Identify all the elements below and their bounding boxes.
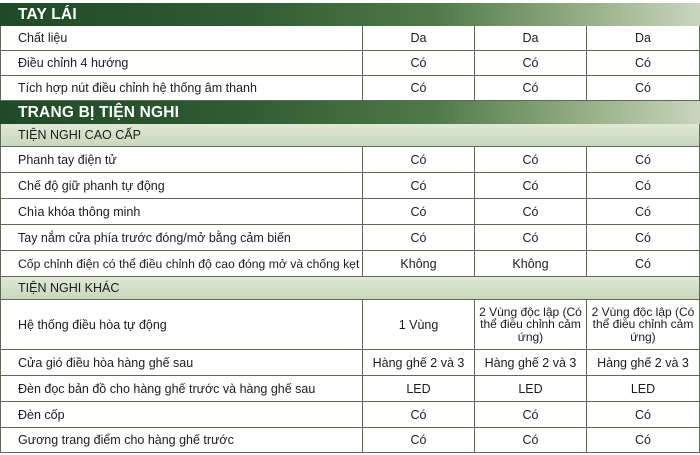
row-value: LED	[587, 376, 700, 402]
row-value: Hàng ghế 2 và 3	[475, 350, 587, 376]
row-value: LED	[475, 376, 587, 402]
row-value: Có	[587, 76, 700, 101]
row-value: Có	[475, 225, 587, 251]
table-row	[0, 350, 700, 376]
row-value: Có	[363, 402, 475, 428]
row-label: Chìa khóa thông minh	[0, 199, 363, 225]
row-value: Có	[587, 428, 700, 453]
row-label: Gương trang điểm cho hàng ghế trước	[0, 428, 363, 453]
row-value: Có	[363, 199, 475, 225]
row-label: Tích hợp nút điều chỉnh hệ thống âm thanh	[0, 76, 363, 101]
table-row	[0, 225, 700, 251]
subsection-header-premium: TIỆN NGHI CAO CẤP	[0, 124, 700, 147]
table-row	[0, 26, 700, 51]
row-value: Có	[475, 147, 587, 173]
row-value: Có	[363, 428, 475, 453]
row-value: Có	[587, 199, 700, 225]
row-label: Tay nắm cửa phía trước đóng/mở bằng cảm biến	[0, 225, 363, 251]
row-value: Có	[363, 51, 475, 76]
row-value: Có	[363, 147, 475, 173]
row-value: Có	[475, 51, 587, 76]
table-row	[0, 376, 700, 402]
row-value: 2 Vùng độc lập (Có thể điều chỉnh cảm ứng)	[587, 300, 700, 350]
table-row	[0, 428, 700, 453]
section-header-amenities: TRANG BỊ TIỆN NGHI	[0, 101, 700, 124]
table-row	[0, 199, 700, 225]
row-value: Hàng ghế 2 và 3	[363, 350, 475, 376]
row-value: Có	[475, 76, 587, 101]
subsection-header-other: TIỆN NGHI KHÁC	[0, 277, 700, 300]
row-label: Cửa gió điều hòa hàng ghế sau	[0, 350, 363, 376]
row-value: Có	[475, 173, 587, 199]
section-header-steering: TAY LÁI	[0, 3, 700, 26]
row-value: Da	[475, 26, 587, 51]
row-label: Đèn đọc bản đồ cho hàng ghế trước và hàng ghế sau	[0, 376, 363, 402]
row-label: Chế độ giữ phanh tự động	[0, 173, 363, 199]
row-value: Có	[363, 76, 475, 101]
row-value: Có	[587, 147, 700, 173]
row-value: Có	[587, 225, 700, 251]
table-row	[0, 300, 700, 350]
table-row	[0, 147, 700, 173]
row-value: Có	[363, 225, 475, 251]
row-label: Đèn cốp	[0, 402, 363, 428]
row-value: Có	[587, 51, 700, 76]
table-row	[0, 51, 700, 76]
row-value: Da	[587, 26, 700, 51]
row-value: LED	[363, 376, 475, 402]
row-label: Điều chỉnh 4 hướng	[0, 51, 363, 76]
row-label: Cốp chỉnh điện có thể điều chỉnh độ cao đóng mở và chống kẹt	[0, 251, 363, 277]
table-row	[0, 173, 700, 199]
row-value: Có	[587, 402, 700, 428]
row-value: Hàng ghế 2 và 3	[587, 350, 700, 376]
table-row	[0, 402, 700, 428]
row-label: Chất liệu	[0, 26, 363, 51]
row-value: 1 Vùng	[363, 300, 475, 350]
table-row	[0, 251, 700, 277]
row-value: 2 Vùng độc lập (Có thể điều chỉnh cảm ứng)	[475, 300, 587, 350]
row-value: Có	[587, 173, 700, 199]
row-value: Có	[475, 402, 587, 428]
row-label: Phanh tay điện tử	[0, 147, 363, 173]
row-value: Không	[363, 251, 475, 277]
row-value: Có	[475, 428, 587, 453]
table-row	[0, 76, 700, 101]
row-label: Hệ thống điều hòa tự động	[0, 300, 363, 350]
row-value: Có	[475, 199, 587, 225]
row-value: Không	[475, 251, 587, 277]
row-value: Có	[587, 251, 700, 277]
row-value: Có	[363, 173, 475, 199]
row-value: Da	[363, 26, 475, 51]
